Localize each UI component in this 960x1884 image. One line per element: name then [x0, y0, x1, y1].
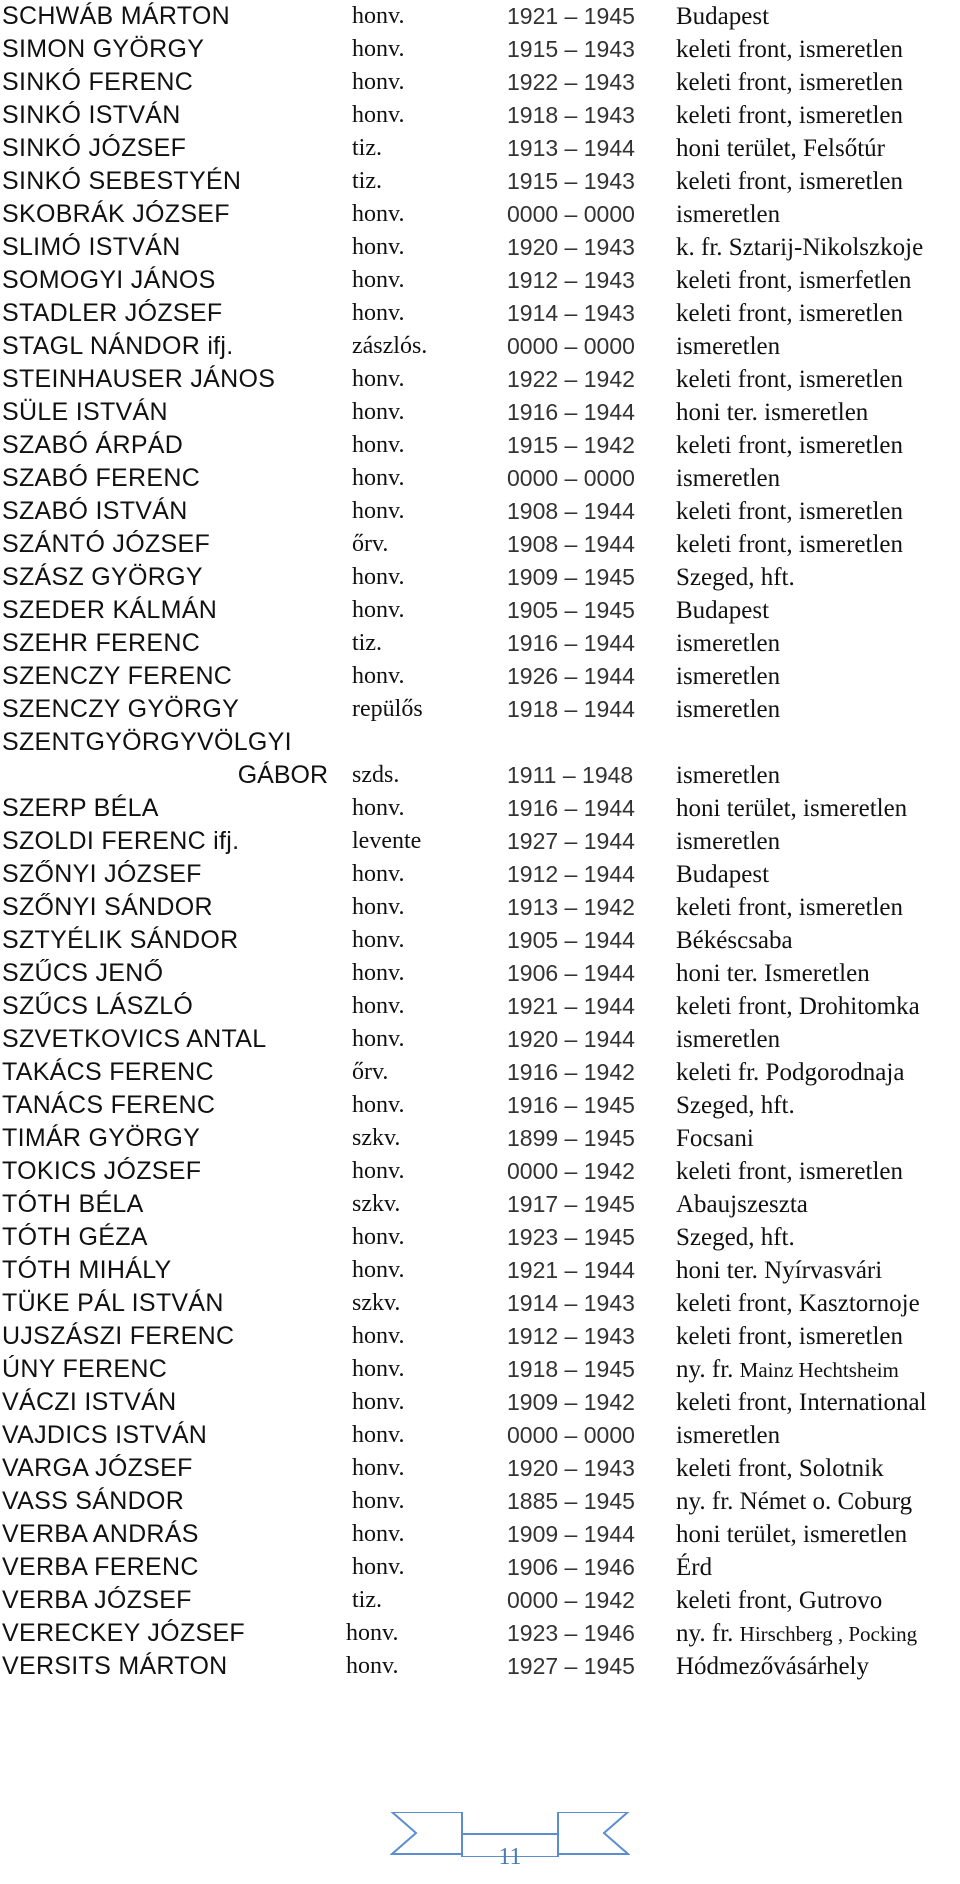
name: SINKÓ FERENC [2, 68, 194, 96]
place: honi terület, ismeretlen [676, 1521, 908, 1548]
years: 0000 – 0000 [507, 201, 635, 227]
place: ismeretlen [676, 1026, 781, 1053]
list-item [0, 1353, 960, 1386]
rank: honv. [352, 1026, 405, 1052]
years: 1908 – 1944 [507, 531, 635, 557]
list-item [0, 660, 960, 693]
list-item [0, 1452, 960, 1485]
list-item [0, 594, 960, 627]
rank: honv. [352, 432, 405, 458]
place: honi terület, Felsőtúr [676, 135, 885, 162]
rank: őrv. [352, 1059, 389, 1085]
years: 1923 – 1946 [507, 1620, 635, 1646]
place: keleti front, ismeretlen [676, 168, 904, 195]
rank: szkv. [352, 1191, 401, 1217]
rank: honv. [352, 1455, 405, 1481]
years: 1915 – 1943 [507, 168, 635, 194]
list-item [0, 1485, 960, 1518]
place: keleti front, ismeretlen [676, 300, 904, 327]
rank: honv. [352, 300, 405, 326]
rank: honv. [352, 564, 405, 590]
list-item [0, 198, 960, 231]
name: VERECKEY JÓZSEF [2, 1619, 245, 1647]
place: keleti front, ismeretlen [676, 894, 904, 921]
place: honi terület, ismeretlen [676, 795, 908, 822]
list-item [0, 1056, 960, 1089]
list-item [0, 1584, 960, 1617]
list-item [0, 429, 960, 462]
place: Abaujszeszta [676, 1191, 808, 1218]
list-item [0, 99, 960, 132]
list-item [0, 726, 960, 792]
list-item [0, 0, 960, 33]
years: 1916 – 1942 [507, 1059, 635, 1085]
name: SZŰCS JENŐ [2, 959, 164, 987]
list-item [0, 66, 960, 99]
years: 0000 – 0000 [507, 333, 635, 359]
page-number-banner [390, 1812, 630, 1884]
list-item [0, 1089, 960, 1122]
years: 1921 – 1944 [507, 1257, 635, 1283]
name: SZENCZY GYÖRGY [2, 695, 240, 723]
place: honi ter. ismeretlen [676, 399, 869, 426]
ribbon-left-tail [392, 1812, 462, 1854]
place: k. fr. Sztarij-Nikolszkoje [676, 234, 924, 261]
rank: honv. [352, 69, 405, 95]
list-item [0, 1023, 960, 1056]
name: SZÁNTÓ JÓZSEF [2, 530, 211, 558]
rank: honv. [352, 366, 405, 392]
list-item [0, 1155, 960, 1188]
rank: honv. [352, 1224, 405, 1250]
rank: honv. [352, 36, 405, 62]
list-item [0, 1122, 960, 1155]
years: 0000 – 1942 [507, 1158, 635, 1184]
years: 1920 – 1944 [507, 1026, 635, 1052]
name: ÚNY FERENC [2, 1355, 168, 1383]
rank: honv. [352, 861, 405, 887]
years: 1922 – 1942 [507, 366, 635, 392]
place: Szeged, hft. [676, 1092, 795, 1119]
years: 1915 – 1943 [507, 36, 635, 62]
list-item [0, 297, 960, 330]
rank: honv. [346, 1620, 399, 1646]
place: keleti front, International [676, 1389, 927, 1416]
name: STAGL NÁNDOR ifj. [2, 332, 234, 360]
place: Focsani [676, 1125, 754, 1152]
name: SINKÓ SEBESTYÉN [2, 167, 242, 195]
years: 1916 – 1945 [507, 1092, 635, 1118]
rank: tiz. [352, 168, 382, 194]
place: Budapest [676, 3, 770, 30]
years: 1912 – 1943 [507, 267, 635, 293]
years: 0000 – 1942 [507, 1587, 635, 1613]
rank: honv. [352, 1422, 405, 1448]
place: keleti front, Solotnik [676, 1455, 884, 1482]
place: ismeretlen [676, 201, 781, 228]
years: 1920 – 1943 [507, 234, 635, 260]
name: TIMÁR GYÖRGY [2, 1124, 201, 1152]
rank: honv. [352, 267, 405, 293]
name: SZEDER KÁLMÁN [2, 596, 218, 624]
rank: repülős [352, 696, 423, 722]
years: 1908 – 1944 [507, 498, 635, 524]
name: UJSZÁSZI FERENC [2, 1322, 235, 1350]
years: 1927 – 1944 [507, 828, 635, 854]
name: VÁCZI ISTVÁN [2, 1388, 177, 1416]
years: 1923 – 1945 [507, 1224, 635, 1250]
list-item [0, 495, 960, 528]
years: 1922 – 1943 [507, 69, 635, 95]
name: SZEHR FERENC [2, 629, 201, 657]
place: ismeretlen [676, 762, 781, 789]
place: keleti fr. Podgorodnaja [676, 1059, 905, 1086]
name: VASS SÁNDOR [2, 1487, 185, 1515]
rank: honv. [352, 1158, 405, 1184]
years: 1915 – 1942 [507, 432, 635, 458]
years: 1920 – 1943 [507, 1455, 635, 1481]
place: ny. fr. Német o. Coburg [676, 1488, 913, 1515]
years: 1917 – 1945 [507, 1191, 635, 1217]
list-item [0, 957, 960, 990]
place: keleti front, Kasztornoje [676, 1290, 920, 1317]
rank: honv. [352, 1554, 405, 1580]
rank: honv. [352, 894, 405, 920]
years: 1916 – 1944 [507, 795, 635, 821]
name: SZENTGYÖRGYVÖLGYI [2, 728, 292, 756]
years: 1927 – 1945 [507, 1653, 635, 1679]
name: TAKÁCS FERENC [2, 1058, 214, 1086]
years: 1909 – 1942 [507, 1389, 635, 1415]
rank: honv. [352, 1257, 405, 1283]
name-continuation: GÁBOR [237, 761, 328, 789]
name: TÓTH BÉLA [2, 1190, 144, 1218]
list-item [0, 1551, 960, 1584]
list-item [0, 528, 960, 561]
ribbon-right-tail [558, 1812, 628, 1854]
name: TÜKE PÁL ISTVÁN [2, 1289, 224, 1317]
rank: honv. [352, 795, 405, 821]
rank: honv. [352, 102, 405, 128]
name: SINKÓ JÓZSEF [2, 134, 187, 162]
years: 1912 – 1943 [507, 1323, 635, 1349]
name: SOMOGYI JÁNOS [2, 266, 216, 294]
place: ismeretlen [676, 630, 781, 657]
place: Szeged, hft. [676, 1224, 795, 1251]
name: VAJDICS ISTVÁN [2, 1421, 208, 1449]
years: 1912 – 1944 [507, 861, 635, 887]
list-item [0, 693, 960, 726]
rank: honv. [352, 993, 405, 1019]
name: SZOLDI FERENC ifj. [2, 827, 240, 855]
rank: őrv. [352, 531, 389, 557]
rank: szds. [352, 762, 400, 788]
place: keleti front, ismeretlen [676, 531, 904, 558]
rank: tiz. [352, 1587, 382, 1613]
rank: honv. [352, 234, 405, 260]
rank: honv. [352, 498, 405, 524]
place-detail: Hirschberg , Pocking [739, 1622, 918, 1646]
place-prefix: ny. fr. [676, 1356, 734, 1383]
name: VARGA JÓZSEF [2, 1454, 193, 1482]
place: ismeretlen [676, 1422, 781, 1449]
name: SZŐNYI JÓZSEF [2, 860, 202, 888]
list-item [0, 363, 960, 396]
name: SKOBRÁK JÓZSEF [2, 200, 230, 228]
years: 1913 – 1944 [507, 135, 635, 161]
place: keleti front, ismeretlen [676, 36, 904, 63]
name: TÓTH MIHÁLY [2, 1256, 172, 1284]
place: keleti front, ismeretlen [676, 1323, 904, 1350]
list-item [0, 627, 960, 660]
name: SÜLE ISTVÁN [2, 398, 168, 426]
years: 1916 – 1944 [507, 399, 635, 425]
name: SLIMÓ ISTVÁN [2, 233, 181, 261]
rank: levente [352, 828, 422, 854]
rank: tiz. [352, 630, 382, 656]
years: 1899 – 1945 [507, 1125, 635, 1151]
list-item [0, 1650, 960, 1683]
list-item [0, 330, 960, 363]
name: TÓTH GÉZA [2, 1223, 148, 1251]
name: TANÁCS FERENC [2, 1091, 216, 1119]
place: keleti front, ismeretlen [676, 102, 904, 129]
rank: szkv. [352, 1290, 401, 1316]
rank: honv. [352, 1356, 405, 1382]
name: SZENCZY FERENC [2, 662, 233, 690]
list-item [0, 264, 960, 297]
years: 1911 – 1948 [507, 762, 634, 788]
page-number: 11 [498, 1844, 522, 1870]
place: keleti front, ismerfetlen [676, 267, 912, 294]
years: 1906 – 1944 [507, 960, 635, 986]
list-item [0, 165, 960, 198]
place-detail: Mainz Hechtsheim [739, 1358, 899, 1382]
name: STEINHAUSER JÁNOS [2, 365, 276, 393]
place: Békéscsaba [676, 927, 793, 954]
rank: honv. [352, 1488, 405, 1514]
list-item [0, 891, 960, 924]
place: Érd [676, 1554, 713, 1581]
years: 1914 – 1943 [507, 300, 635, 326]
name: SZABÓ ISTVÁN [2, 497, 188, 525]
rank: szkv. [352, 1125, 401, 1151]
rank: honv. [352, 465, 405, 491]
list-item [0, 825, 960, 858]
years: 1916 – 1944 [507, 630, 635, 656]
place: Szeged, hft. [676, 564, 795, 591]
rank: honv. [346, 1653, 399, 1679]
years: 0000 – 0000 [507, 1422, 635, 1448]
list-item [0, 396, 960, 429]
years: 1913 – 1942 [507, 894, 635, 920]
years: 1918 – 1945 [507, 1356, 635, 1382]
name: SZERP BÉLA [2, 794, 159, 822]
years: 1906 – 1946 [507, 1554, 635, 1580]
name: SZABÓ ÁRPÁD [2, 431, 184, 459]
rank: honv. [352, 1521, 405, 1547]
place: keleti front, ismeretlen [676, 69, 904, 96]
name: VERSITS MÁRTON [2, 1652, 228, 1680]
name: SZVETKOVICS ANTAL [2, 1025, 267, 1053]
list-item [0, 462, 960, 495]
rank: honv. [352, 1389, 405, 1415]
name: SZŰCS LÁSZLÓ [2, 992, 194, 1020]
place: keleti front, Drohitomka [676, 993, 920, 1020]
list-item [0, 1320, 960, 1353]
place [676, 1353, 899, 1387]
rank: honv. [352, 399, 405, 425]
place: ismeretlen [676, 696, 781, 723]
rank: tiz. [352, 135, 382, 161]
years: 1914 – 1943 [507, 1290, 635, 1316]
years: 1921 – 1945 [507, 3, 635, 29]
name: TOKICS JÓZSEF [2, 1157, 202, 1185]
name: SZŐNYI SÁNDOR [2, 893, 213, 921]
place: keleti front, ismeretlen [676, 498, 904, 525]
place [676, 1617, 917, 1651]
rank: honv. [352, 201, 405, 227]
years: 1926 – 1944 [507, 663, 635, 689]
years: 1905 – 1945 [507, 597, 635, 623]
years: 0000 – 0000 [507, 465, 635, 491]
years: 1909 – 1944 [507, 1521, 635, 1547]
list-item [0, 1419, 960, 1452]
place: Hódmezővásárhely [676, 1653, 869, 1680]
list-item [0, 990, 960, 1023]
list-item [0, 858, 960, 891]
list-item [0, 1287, 960, 1320]
place: keleti front, ismeretlen [676, 366, 904, 393]
rank: honv. [352, 927, 405, 953]
place-prefix: ny. fr. [676, 1620, 734, 1647]
place: Budapest [676, 597, 770, 624]
name: SZTYÉLIK SÁNDOR [2, 926, 239, 954]
name: SINKÓ ISTVÁN [2, 101, 181, 129]
list-item [0, 231, 960, 264]
rank: honv. [352, 3, 405, 29]
list-item [0, 1617, 960, 1650]
list-item [0, 1221, 960, 1254]
name: SZÁSZ GYÖRGY [2, 563, 203, 591]
rank: honv. [352, 597, 405, 623]
place: honi ter. Ismeretlen [676, 960, 870, 987]
name: SZABÓ FERENC [2, 464, 201, 492]
name: VERBA JÓZSEF [2, 1586, 192, 1614]
list-item [0, 132, 960, 165]
list-item [0, 1188, 960, 1221]
place: ismeretlen [676, 828, 781, 855]
years: 1909 – 1945 [507, 564, 635, 590]
list-item [0, 1254, 960, 1287]
place: ismeretlen [676, 663, 781, 690]
years: 1905 – 1944 [507, 927, 635, 953]
rank: honv. [352, 1323, 405, 1349]
years: 1918 – 1944 [507, 696, 635, 722]
place: ismeretlen [676, 465, 781, 492]
name: SCHWÁB MÁRTON [2, 2, 230, 30]
years: 1921 – 1944 [507, 993, 635, 1019]
rank: honv. [352, 1092, 405, 1118]
list-item [0, 1518, 960, 1551]
list-item [0, 33, 960, 66]
rank: honv. [352, 663, 405, 689]
rank: zászlós. [352, 333, 428, 359]
name: SIMON GYÖRGY [2, 35, 205, 63]
list-item [0, 792, 960, 825]
years: 1885 – 1945 [507, 1488, 635, 1514]
place: keleti front, ismeretlen [676, 432, 904, 459]
place: keleti front, Gutrovo [676, 1587, 883, 1614]
list-item [0, 1386, 960, 1419]
list-item [0, 924, 960, 957]
place: ismeretlen [676, 333, 781, 360]
name: VERBA ANDRÁS [2, 1520, 199, 1548]
name: STADLER JÓZSEF [2, 299, 223, 327]
place: keleti front, ismeretlen [676, 1158, 904, 1185]
name: VERBA FERENC [2, 1553, 199, 1581]
rank: honv. [352, 960, 405, 986]
place: honi ter. Nyírvasvári [676, 1257, 883, 1284]
years: 1918 – 1943 [507, 102, 635, 128]
list-item [0, 561, 960, 594]
place: Budapest [676, 861, 770, 888]
